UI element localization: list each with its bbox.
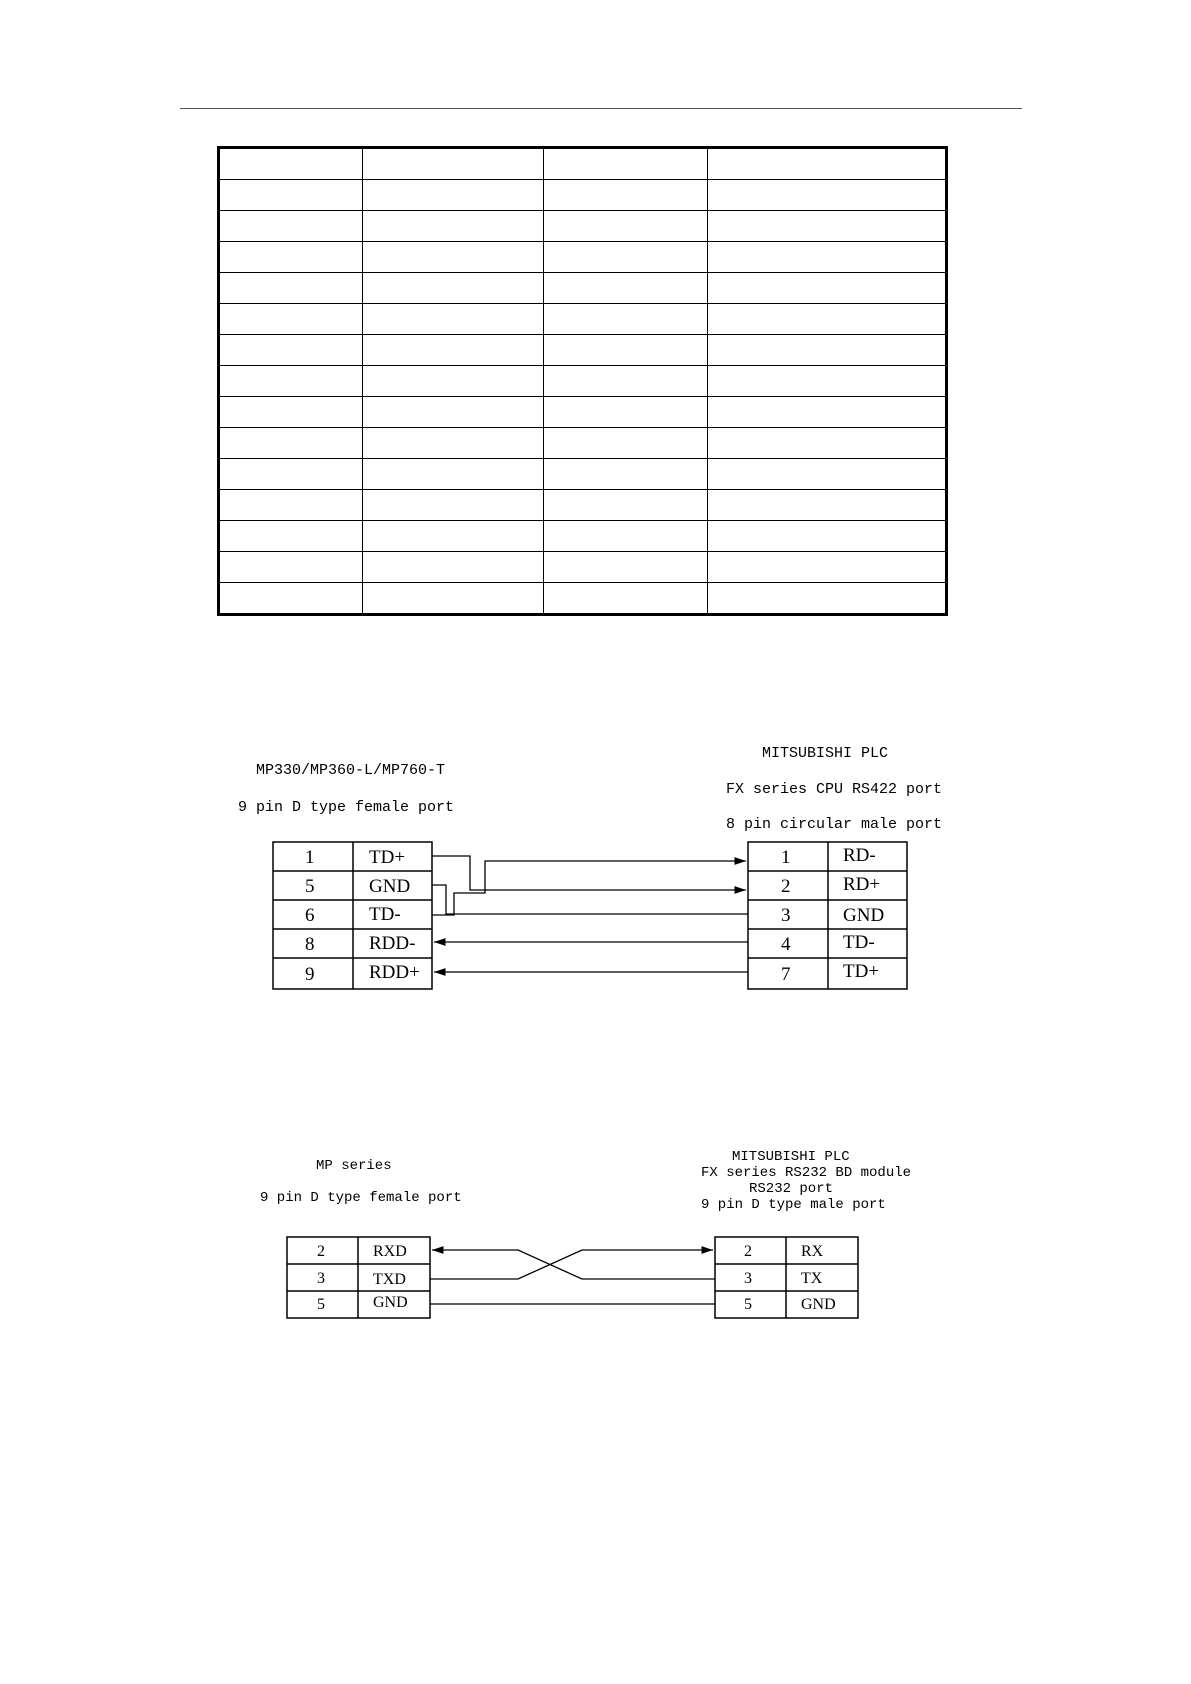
- d1-right-pin-sig: GND: [843, 905, 885, 926]
- table-cell: [363, 459, 544, 490]
- d1-left-pin-sig: RDD-: [369, 933, 416, 954]
- d1-left-pin-labels: [305, 847, 420, 985]
- d1-right-pin-num: 7: [781, 964, 791, 985]
- table-cell: [219, 304, 363, 335]
- d2-left-connector: [287, 1237, 430, 1318]
- d2-left-title: MP series: [316, 1158, 392, 1174]
- table-cell: [544, 490, 708, 521]
- table-cell: [708, 459, 947, 490]
- table-cell: [544, 242, 708, 273]
- d1-wires: [432, 856, 748, 972]
- table-cell: [708, 211, 947, 242]
- d1-right-pin-labels: [781, 845, 884, 985]
- table-cell: [708, 335, 947, 366]
- table-cell: [363, 428, 544, 459]
- table-cell: [708, 397, 947, 428]
- table-row: [219, 273, 947, 304]
- table-cell: [363, 397, 544, 428]
- table-cell: [544, 366, 708, 397]
- table-cell: [219, 335, 363, 366]
- d2-right-pin-sig: TX: [801, 1270, 823, 1287]
- table-cell: [219, 242, 363, 273]
- table-cell: [363, 304, 544, 335]
- table-row: [219, 521, 947, 552]
- table-cell: [219, 428, 363, 459]
- table-row: [219, 335, 947, 366]
- table-cell: [708, 583, 947, 615]
- d1-right-pin-num: 1: [781, 847, 791, 868]
- d2-right-pin-num: 3: [744, 1270, 752, 1287]
- d1-right-pin-sig: RD-: [843, 845, 876, 866]
- d1-left-pin-sig: GND: [369, 876, 411, 897]
- table-row: [219, 490, 947, 521]
- d2-left-pin-num: 5: [317, 1296, 325, 1313]
- d1-left-title: MP330/MP360-L/MP760-T: [256, 762, 446, 779]
- table-cell: [363, 148, 544, 180]
- d1-left-pin-num: 9: [305, 964, 315, 985]
- table-cell: [219, 211, 363, 242]
- d2-right-line2: FX series RS232 BD module: [701, 1165, 912, 1181]
- table-cell: [219, 180, 363, 211]
- table-cell: [708, 428, 947, 459]
- table-cell: [708, 552, 947, 583]
- table-cell: [219, 583, 363, 615]
- table-cell: [363, 335, 544, 366]
- table-cell: [544, 397, 708, 428]
- d1-left-pin-num: 6: [305, 905, 315, 926]
- table-cell: [363, 273, 544, 304]
- d1-left-subtitle: 9 pin D type female port: [238, 799, 455, 816]
- d2-left-pin-labels: [317, 1243, 408, 1313]
- table-cell: [219, 459, 363, 490]
- table-cell: [708, 242, 947, 273]
- table-row: [219, 304, 947, 335]
- table-cell: [708, 148, 947, 180]
- d2-right-line4: 9 pin D type male port: [701, 1197, 886, 1213]
- d2-right-pin-sig: GND: [801, 1296, 836, 1313]
- table-cell: [363, 490, 544, 521]
- table-cell: [544, 583, 708, 615]
- d2-left-pin-sig: TXD: [373, 1271, 406, 1288]
- d2-right-pin-sig: RX: [801, 1243, 824, 1260]
- table-cell: [363, 521, 544, 552]
- d1-left-pin-sig: TD+: [369, 847, 406, 868]
- d1-right-pin-num: 4: [781, 934, 791, 955]
- rs422-wiring-diagram: [0, 730, 1191, 1000]
- table-cell: [708, 273, 947, 304]
- d1-left-pin-sig: TD-: [369, 904, 401, 925]
- wire-gnd-to-gnd: [432, 885, 748, 914]
- table-row: [219, 211, 947, 242]
- table-cell: [544, 521, 708, 552]
- table-cell: [708, 490, 947, 521]
- d1-left-pin-num: 5: [305, 876, 315, 897]
- d1-right-line2: FX series CPU RS422 port: [726, 781, 943, 798]
- table-cell: [544, 552, 708, 583]
- table-cell: [708, 304, 947, 335]
- d2-left-pin-num: 2: [317, 1243, 325, 1260]
- d2-right-pin-labels: [744, 1243, 836, 1313]
- blank-pin-table: [217, 146, 948, 616]
- table-cell: [544, 459, 708, 490]
- table-cell: [363, 180, 544, 211]
- table-row: [219, 552, 947, 583]
- table-cell: [219, 397, 363, 428]
- table-cell: [544, 180, 708, 211]
- d1-left-pin-num: 1: [305, 847, 315, 868]
- d1-right-pin-sig: TD+: [843, 961, 880, 982]
- table-cell: [544, 273, 708, 304]
- table-cell: [219, 490, 363, 521]
- table-cell: [544, 304, 708, 335]
- table-row: [219, 366, 947, 397]
- table-row: [219, 148, 947, 180]
- table-row: [219, 397, 947, 428]
- d1-right-pin-sig: TD-: [843, 932, 875, 953]
- table-cell: [544, 335, 708, 366]
- d2-right-line3: RS232 port: [749, 1181, 834, 1197]
- table-cell: [219, 521, 363, 552]
- table-cell: [219, 273, 363, 304]
- d1-right-title: MITSUBISHI PLC: [762, 745, 889, 762]
- table-cell: [363, 242, 544, 273]
- d1-right-pin-num: 2: [781, 876, 791, 897]
- table-cell: [363, 552, 544, 583]
- table-cell: [219, 552, 363, 583]
- d2-right-connector: [715, 1237, 858, 1318]
- d2-wires: [430, 1250, 715, 1304]
- table-cell: [708, 521, 947, 552]
- table-row: [219, 428, 947, 459]
- d2-right-line1: MITSUBISHI PLC: [732, 1149, 850, 1165]
- table-cell: [544, 148, 708, 180]
- table-row: [219, 583, 947, 615]
- d1-right-line3: 8 pin circular male port: [726, 816, 943, 833]
- table-cell: [708, 180, 947, 211]
- table-row: [219, 459, 947, 490]
- rs232-wiring-diagram: [0, 1140, 1191, 1340]
- d2-left-pin-sig: GND: [373, 1294, 408, 1311]
- d1-left-pin-sig: RDD+: [369, 962, 420, 983]
- table-cell: [544, 211, 708, 242]
- d2-left-pin-num: 3: [317, 1270, 325, 1287]
- d1-right-pin-sig: RD+: [843, 874, 881, 895]
- wire-td-minus-to-rd-minus: [432, 861, 746, 915]
- table-row: [219, 180, 947, 211]
- d2-left-subtitle: 9 pin D type female port: [260, 1190, 462, 1206]
- d1-left-pin-num: 8: [305, 934, 315, 955]
- table-cell: [363, 366, 544, 397]
- d2-right-pin-num: 2: [744, 1243, 752, 1260]
- table-row: [219, 242, 947, 273]
- table-cell: [544, 428, 708, 459]
- table-cell: [219, 366, 363, 397]
- d1-right-pin-num: 3: [781, 905, 791, 926]
- table-cell: [363, 211, 544, 242]
- table-cell: [708, 366, 947, 397]
- header-rule: [180, 108, 1022, 109]
- table-cell: [363, 583, 544, 615]
- table-cell: [219, 148, 363, 180]
- d2-right-pin-num: 5: [744, 1296, 752, 1313]
- d2-left-pin-sig: RXD: [373, 1243, 407, 1260]
